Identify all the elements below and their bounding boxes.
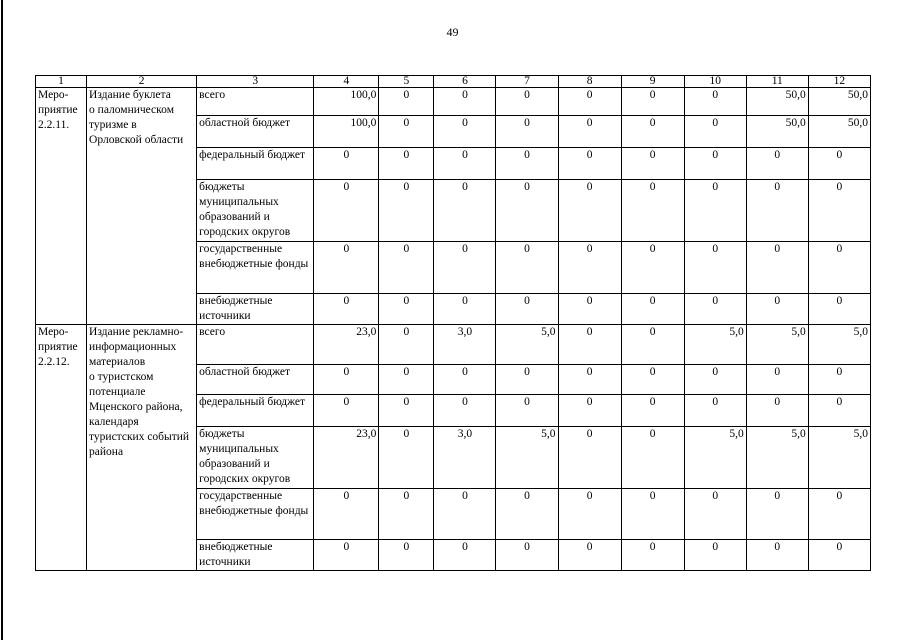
amount-cell: 0: [314, 540, 379, 571]
amount-cell: 0: [558, 148, 621, 180]
funding-source: бюджеты муниципальных образований и городских округов: [197, 427, 314, 489]
amount-cell: 0: [496, 242, 558, 294]
amount-cell: 0: [684, 242, 746, 294]
funding-source: внебюджетные источники: [197, 540, 314, 571]
amount-cell: 5,0: [684, 427, 746, 489]
amount-cell: 0: [808, 294, 870, 325]
amount-cell: 0: [558, 180, 621, 242]
amount-cell: 0: [621, 489, 684, 540]
page-edge-line: [1, 0, 3, 640]
amount-cell: 0: [558, 242, 621, 294]
amount-cell: 0: [379, 489, 434, 540]
amount-cell: 0: [558, 116, 621, 148]
amount-cell: 3,0: [434, 325, 496, 365]
amount-cell: 0: [434, 489, 496, 540]
amount-cell: 0: [746, 395, 808, 427]
amount-cell: 0: [379, 180, 434, 242]
page-number: 49: [446, 25, 459, 39]
funding-source: федеральный бюджет: [197, 395, 314, 427]
amount-cell: 0: [434, 294, 496, 325]
amount-cell: 0: [621, 88, 684, 116]
event-code: Меро- приятие 2.2.11.: [36, 88, 87, 325]
amount-cell: 0: [558, 88, 621, 116]
funding-source: всего: [197, 325, 314, 365]
amount-cell: 0: [379, 242, 434, 294]
amount-cell: 0: [314, 180, 379, 242]
amount-cell: 0: [314, 294, 379, 325]
amount-cell: 0: [621, 365, 684, 395]
amount-cell: 3,0: [434, 427, 496, 489]
amount-cell: 0: [746, 540, 808, 571]
amount-cell: 0: [621, 294, 684, 325]
amount-cell: 23,0: [314, 325, 379, 365]
amount-cell: 0: [621, 427, 684, 489]
funding-table: [35, 75, 871, 571]
amount-cell: 5,0: [808, 427, 870, 489]
amount-cell: 0: [496, 395, 558, 427]
amount-cell: 0: [746, 365, 808, 395]
amount-cell: 0: [621, 325, 684, 365]
amount-cell: 0: [808, 148, 870, 180]
column-header: 1: [36, 76, 87, 88]
amount-cell: 50,0: [746, 116, 808, 148]
amount-cell: 0: [684, 116, 746, 148]
funding-source: бюджеты муниципальных образований и городских округов: [197, 180, 314, 242]
amount-cell: 0: [684, 294, 746, 325]
column-header: 2: [87, 76, 197, 88]
amount-cell: 0: [746, 242, 808, 294]
amount-cell: 0: [808, 395, 870, 427]
amount-cell: 0: [434, 148, 496, 180]
amount-cell: 50,0: [808, 116, 870, 148]
amount-cell: 5,0: [496, 427, 558, 489]
amount-cell: 0: [379, 427, 434, 489]
amount-cell: 0: [684, 88, 746, 116]
funding-source: федеральный бюджет: [197, 148, 314, 180]
event-name: Издание рекламно- информационных материалов о туристском потенциале Мценского района, календаря туристских событий района: [87, 325, 197, 571]
amount-cell: 0: [314, 242, 379, 294]
funding-source: внебюджетные источники: [197, 294, 314, 325]
amount-cell: 0: [684, 365, 746, 395]
amount-cell: 0: [808, 365, 870, 395]
column-number-row: [36, 76, 871, 88]
amount-cell: 0: [621, 116, 684, 148]
amount-cell: 0: [434, 540, 496, 571]
amount-cell: 0: [434, 88, 496, 116]
amount-cell: 5,0: [684, 325, 746, 365]
amount-cell: 0: [621, 540, 684, 571]
funding-row: [36, 325, 871, 365]
column-header: 7: [496, 76, 558, 88]
amount-cell: 0: [314, 148, 379, 180]
amount-cell: 0: [496, 540, 558, 571]
column-header: 3: [197, 76, 314, 88]
column-header: 11: [746, 76, 808, 88]
column-header: 10: [684, 76, 746, 88]
amount-cell: 0: [746, 294, 808, 325]
amount-cell: 0: [314, 489, 379, 540]
amount-cell: 0: [496, 148, 558, 180]
amount-cell: 0: [684, 540, 746, 571]
amount-cell: 0: [746, 180, 808, 242]
amount-cell: 5,0: [496, 325, 558, 365]
amount-cell: 0: [379, 88, 434, 116]
amount-cell: 0: [621, 395, 684, 427]
column-header: 4: [314, 76, 379, 88]
amount-cell: 0: [496, 365, 558, 395]
event-name: Издание буклета о паломническом туризме в Орловской области: [87, 88, 197, 325]
amount-cell: 0: [314, 365, 379, 395]
amount-cell: 50,0: [808, 88, 870, 116]
amount-cell: 0: [808, 489, 870, 540]
amount-cell: 0: [496, 88, 558, 116]
amount-cell: 50,0: [746, 88, 808, 116]
amount-cell: 5,0: [746, 325, 808, 365]
amount-cell: 0: [379, 116, 434, 148]
amount-cell: 0: [684, 489, 746, 540]
amount-cell: 0: [379, 395, 434, 427]
amount-cell: 0: [379, 540, 434, 571]
funding-source: государственные внебюджетные фонды: [197, 242, 314, 294]
amount-cell: 0: [746, 148, 808, 180]
amount-cell: 0: [379, 148, 434, 180]
amount-cell: 0: [746, 489, 808, 540]
amount-cell: 0: [558, 294, 621, 325]
amount-cell: 100,0: [314, 116, 379, 148]
amount-cell: 0: [558, 395, 621, 427]
column-header: 5: [379, 76, 434, 88]
funding-source: областной бюджет: [197, 365, 314, 395]
column-header: 12: [808, 76, 870, 88]
amount-cell: 23,0: [314, 427, 379, 489]
amount-cell: 0: [314, 395, 379, 427]
amount-cell: 0: [434, 242, 496, 294]
amount-cell: 5,0: [746, 427, 808, 489]
column-header: 8: [558, 76, 621, 88]
funding-source: областной бюджет: [197, 116, 314, 148]
amount-cell: 0: [379, 325, 434, 365]
amount-cell: 0: [558, 540, 621, 571]
funding-row: [36, 88, 871, 116]
event-code: Меро- приятие 2.2.12.: [36, 325, 87, 571]
amount-cell: 0: [379, 294, 434, 325]
amount-cell: 5,0: [808, 325, 870, 365]
funding-source: всего: [197, 88, 314, 116]
amount-cell: 0: [434, 180, 496, 242]
amount-cell: 0: [621, 180, 684, 242]
amount-cell: 0: [496, 180, 558, 242]
amount-cell: 0: [621, 242, 684, 294]
amount-cell: 0: [684, 148, 746, 180]
amount-cell: 100,0: [314, 88, 379, 116]
amount-cell: 0: [434, 365, 496, 395]
column-header: 6: [434, 76, 496, 88]
amount-cell: 0: [808, 540, 870, 571]
amount-cell: 0: [558, 325, 621, 365]
amount-cell: 0: [496, 489, 558, 540]
amount-cell: 0: [496, 116, 558, 148]
amount-cell: 0: [434, 116, 496, 148]
amount-cell: 0: [558, 427, 621, 489]
amount-cell: 0: [558, 365, 621, 395]
amount-cell: 0: [621, 148, 684, 180]
amount-cell: 0: [808, 180, 870, 242]
amount-cell: 0: [558, 489, 621, 540]
amount-cell: 0: [684, 395, 746, 427]
amount-cell: 0: [496, 294, 558, 325]
amount-cell: 0: [808, 242, 870, 294]
amount-cell: 0: [434, 395, 496, 427]
funding-source: государственные внебюджетные фонды: [197, 489, 314, 540]
amount-cell: 0: [684, 180, 746, 242]
amount-cell: 0: [379, 365, 434, 395]
column-header: 9: [621, 76, 684, 88]
